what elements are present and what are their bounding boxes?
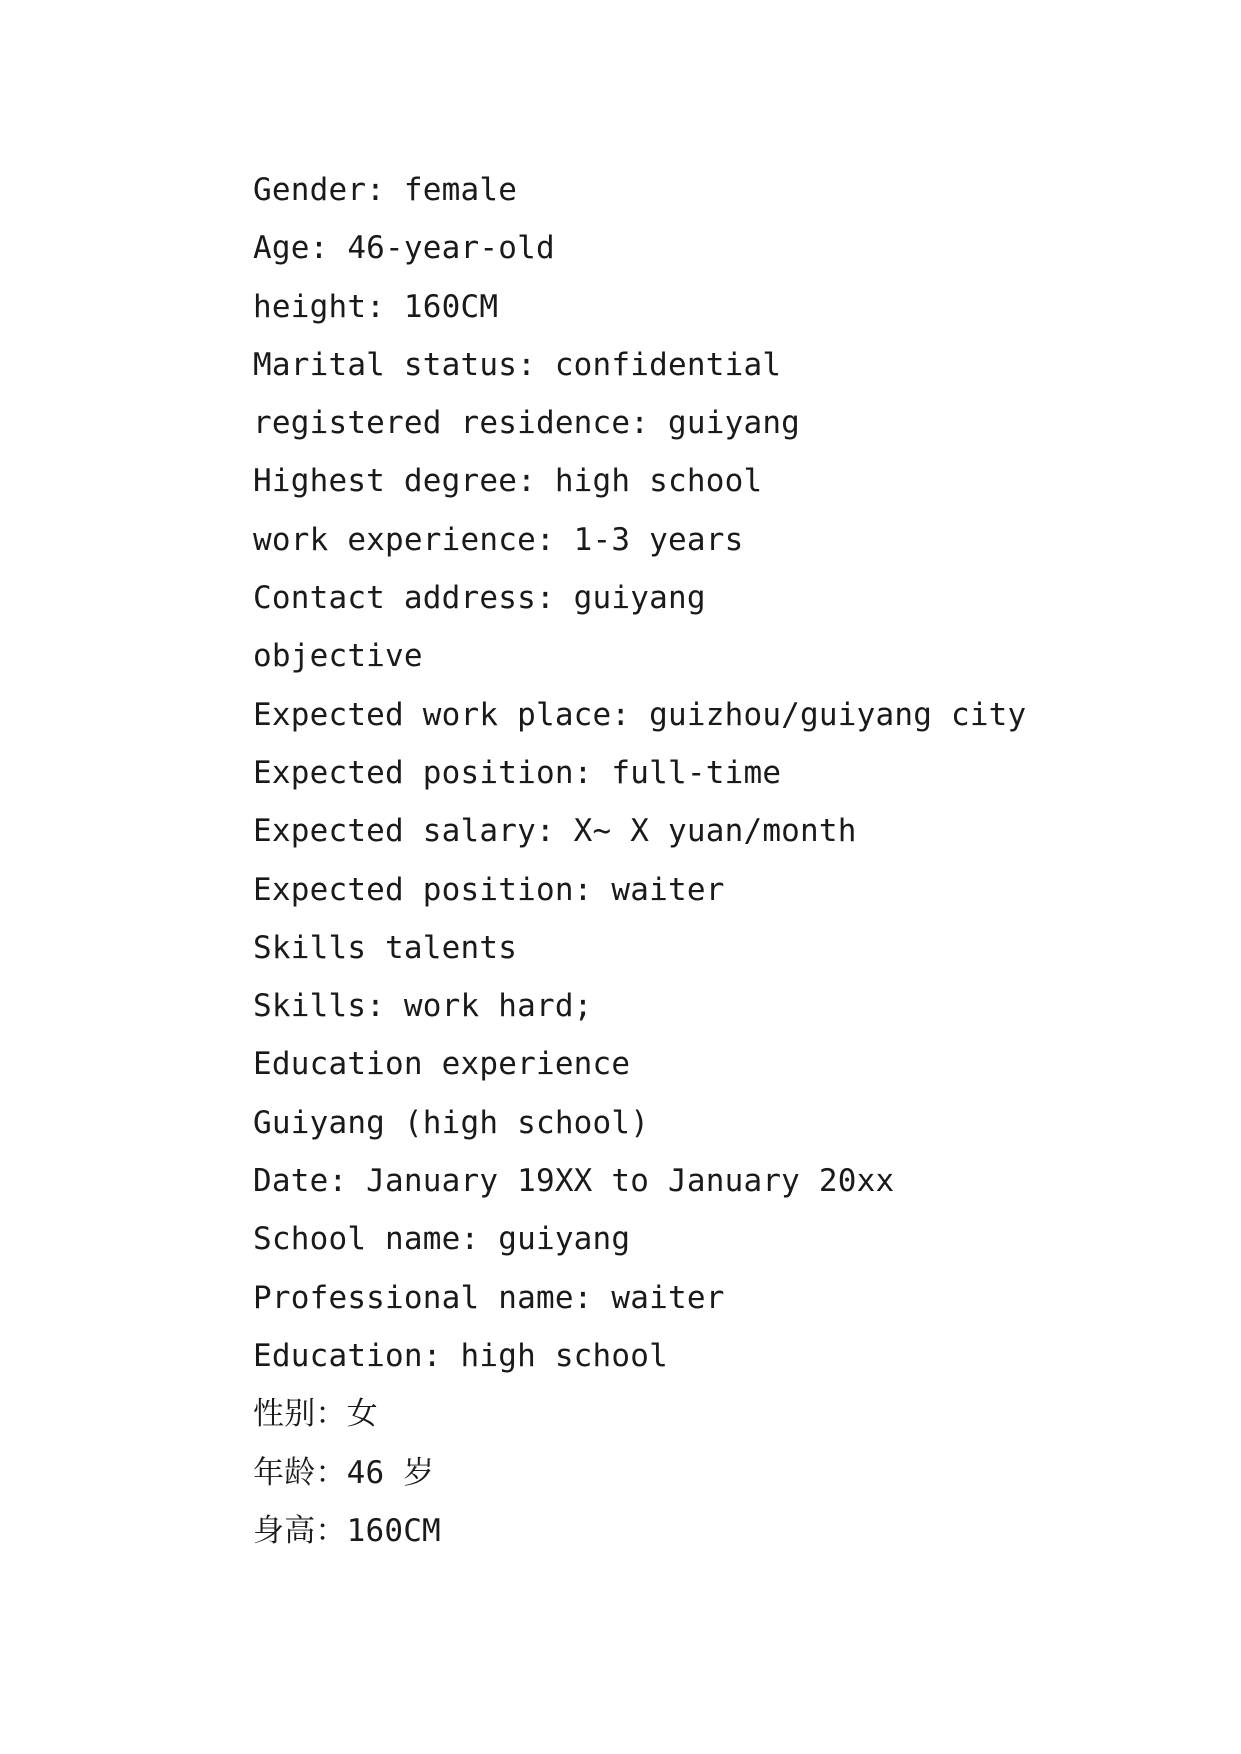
registered-residence-line: registered residence: guiyang — [253, 405, 801, 442]
height-line-zh: 身高：160CM — [253, 1512, 441, 1549]
marital-status-line: Marital status: confidential — [253, 346, 782, 383]
professional-name-line: Professional name: waiter — [253, 1279, 725, 1316]
highest-degree-line: Highest degree: high school — [253, 463, 763, 500]
date-line: Date: January 19XX to January 20xx — [253, 1163, 895, 1200]
education-experience-heading: Education experience — [253, 1046, 631, 1083]
education-line: Education: high school — [253, 1337, 668, 1374]
skills-line: Skills: work hard; — [253, 988, 593, 1025]
objective-heading: objective — [253, 638, 423, 675]
expected-position-line: Expected position: waiter — [253, 871, 725, 908]
age-line: Age: 46-year-old — [253, 230, 555, 267]
work-experience-line: work experience: 1-3 years — [253, 521, 744, 558]
school-entry-line: Guiyang (high school) — [253, 1104, 650, 1141]
resume-body — [253, 161, 1153, 1560]
skills-talents-heading: Skills talents — [253, 929, 518, 966]
height-line: height: 160CM — [253, 288, 499, 325]
age-line-zh: 年龄：46 岁 — [253, 1454, 435, 1491]
expected-work-place-line: Expected work place: guizhou/guiyang city — [253, 696, 1027, 733]
contact-address-line: Contact address: guiyang — [253, 580, 706, 617]
expected-position-type-line: Expected position: full-time — [253, 754, 782, 791]
school-name-line: School name: guiyang — [253, 1221, 631, 1258]
expected-salary-line: Expected salary: X~ X yuan/month — [253, 813, 857, 850]
gender-line: Gender: female — [253, 172, 518, 208]
gender-line-zh: 性别：女 — [253, 1396, 378, 1433]
